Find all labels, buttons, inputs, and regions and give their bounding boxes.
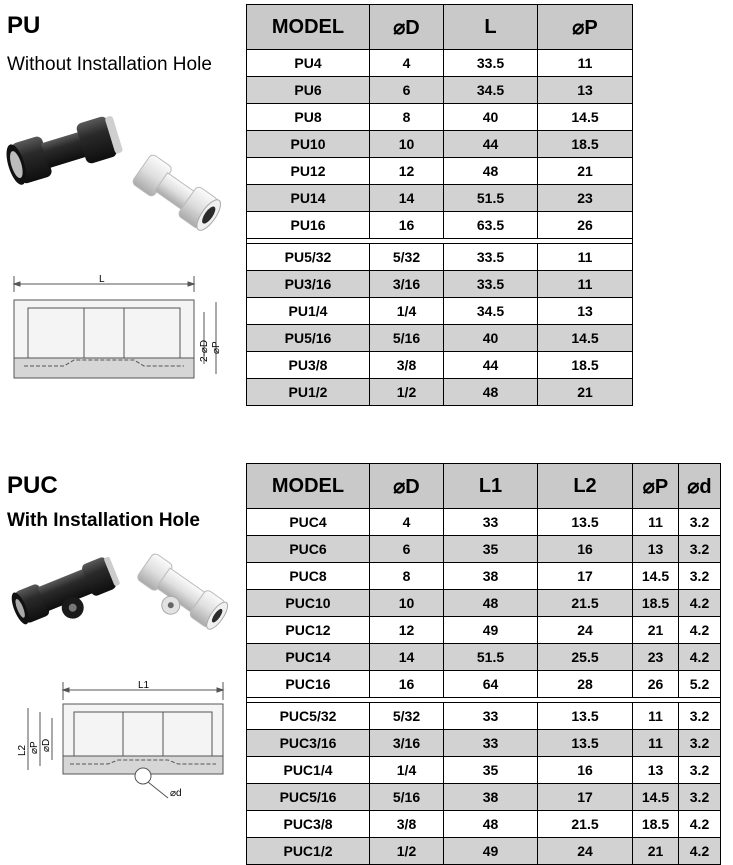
value-cell: 48 [444,158,538,185]
value-cell: 33 [444,509,538,536]
value-cell: 11 [633,730,679,757]
value-cell: 5/16 [370,784,444,811]
table-row [247,757,721,784]
table-row [247,811,721,838]
value-cell: 3/8 [370,811,444,838]
value-cell: 48 [444,811,538,838]
value-cell: 13.5 [538,509,633,536]
value-cell: 8 [370,104,444,131]
model-cell: PU5/32 [247,244,370,271]
value-cell: 11 [633,509,679,536]
value-cell: 11 [538,50,633,77]
value-cell: 3/8 [370,352,444,379]
value-cell: 1/4 [370,298,444,325]
value-cell: 5/32 [370,244,444,271]
value-cell: 21 [633,617,679,644]
value-cell: 34.5 [444,77,538,104]
value-cell: 23 [538,185,633,212]
value-cell: 34.5 [444,298,538,325]
model-cell: PU10 [247,131,370,158]
puc-header-cell: ⌀D [370,464,444,509]
pu-dim-l: L [99,274,105,285]
value-cell: 3.2 [679,509,721,536]
value-cell: 4.2 [679,644,721,671]
value-cell: 63.5 [444,212,538,239]
value-cell: 3.2 [679,563,721,590]
value-cell: 4 [370,50,444,77]
puc-spec-table [246,463,721,865]
value-cell: 12 [370,617,444,644]
puc-title: PUC [7,472,58,499]
value-cell: 51.5 [444,644,538,671]
pu-title: PU [7,12,41,39]
value-cell: 35 [444,536,538,563]
puc-dim-d-big: ⌀D [41,738,52,752]
value-cell: 33.5 [444,50,538,77]
value-cell: 3.2 [679,730,721,757]
value-cell: 6 [370,536,444,563]
value-cell: 3.2 [679,784,721,811]
pu-header-cell: ⌀P [538,5,633,50]
value-cell: 4.2 [679,811,721,838]
value-cell: 49 [444,838,538,865]
value-cell: 11 [538,271,633,298]
value-cell: 18.5 [633,590,679,617]
table-row [247,185,633,212]
value-cell: 14 [370,185,444,212]
value-cell: 10 [370,590,444,617]
table-row [247,212,633,239]
value-cell: 3.2 [679,757,721,784]
value-cell: 23 [633,644,679,671]
table-row [247,536,721,563]
value-cell: 26 [538,212,633,239]
puc-header-cell: ⌀d [679,464,721,509]
model-cell: PU5/16 [247,325,370,352]
value-cell: 21.5 [538,590,633,617]
model-cell: PU12 [247,158,370,185]
table-row [247,352,633,379]
value-cell: 18.5 [633,811,679,838]
value-cell: 4.2 [679,590,721,617]
model-cell: PUC4 [247,509,370,536]
value-cell: 13 [633,536,679,563]
value-cell: 3.2 [679,703,721,730]
table-row [247,271,633,298]
model-cell: PUC12 [247,617,370,644]
puc-dim-l2: L2 [17,744,28,756]
model-cell: PUC3/16 [247,730,370,757]
puc-header-cell: L2 [538,464,633,509]
model-cell: PU14 [247,185,370,212]
model-cell: PU8 [247,104,370,131]
value-cell: 16 [370,671,444,698]
pu-spec-table [246,4,633,406]
value-cell: 4 [370,509,444,536]
puc-dim-p: ⌀P [29,741,40,754]
model-cell: PU3/8 [247,352,370,379]
table-row [247,325,633,352]
value-cell: 44 [444,131,538,158]
table-row [247,244,633,271]
pu-header-cell: MODEL [247,5,370,50]
table-row [247,158,633,185]
puc-technical-drawing [8,672,248,822]
table-row [247,703,721,730]
model-cell: PUC3/8 [247,811,370,838]
value-cell: 48 [444,590,538,617]
value-cell: 13 [633,757,679,784]
model-cell: PUC10 [247,590,370,617]
table-row [247,509,721,536]
value-cell: 28 [538,671,633,698]
value-cell: 11 [633,703,679,730]
pu-subtitle: Without Installation Hole [7,54,212,75]
table-row [247,379,633,406]
value-cell: 4.2 [679,838,721,865]
value-cell: 11 [538,244,633,271]
value-cell: 13 [538,298,633,325]
table-row [247,563,721,590]
black-fitting-with-hole [8,554,126,638]
pu-dim-d: 2-⌀D [199,339,210,362]
value-cell: 16 [538,757,633,784]
model-cell: PUC16 [247,671,370,698]
value-cell: 21 [633,838,679,865]
value-cell: 1/2 [370,379,444,406]
table-row [247,644,721,671]
value-cell: 33.5 [444,271,538,298]
model-cell: PUC1/4 [247,757,370,784]
value-cell: 14 [370,644,444,671]
value-cell: 44 [444,352,538,379]
table-row [247,50,633,77]
value-cell: 38 [444,784,538,811]
puc-product-photo [8,538,248,638]
value-cell: 14.5 [538,104,633,131]
value-cell: 5.2 [679,671,721,698]
value-cell: 4.2 [679,617,721,644]
table-row [247,784,721,811]
value-cell: 3/16 [370,271,444,298]
table-row [247,590,721,617]
puc-dim-l1: L1 [138,680,150,691]
value-cell: 38 [444,563,538,590]
value-cell: 49 [444,617,538,644]
value-cell: 25.5 [538,644,633,671]
value-cell: 33 [444,703,538,730]
value-cell: 14.5 [633,563,679,590]
value-cell: 8 [370,563,444,590]
value-cell: 13 [538,77,633,104]
value-cell: 24 [538,838,633,865]
value-cell: 35 [444,757,538,784]
value-cell: 17 [538,563,633,590]
value-cell: 48 [444,379,538,406]
value-cell: 1/4 [370,757,444,784]
table-row [247,838,721,865]
table-row [247,298,633,325]
value-cell: 21.5 [538,811,633,838]
model-cell: PUC6 [247,536,370,563]
model-cell: PUC5/32 [247,703,370,730]
value-cell: 6 [370,77,444,104]
white-fitting-with-hole [130,552,232,638]
value-cell: 21 [538,379,633,406]
table-row [247,671,721,698]
pu-technical-drawing [4,262,244,402]
value-cell: 18.5 [538,131,633,158]
model-cell: PU6 [247,77,370,104]
value-cell: 40 [444,325,538,352]
value-cell: 51.5 [444,185,538,212]
model-cell: PUC8 [247,563,370,590]
model-cell: PU3/16 [247,271,370,298]
value-cell: 21 [538,158,633,185]
table-row [247,617,721,644]
value-cell: 12 [370,158,444,185]
model-cell: PUC14 [247,644,370,671]
model-cell: PU1/4 [247,298,370,325]
value-cell: 16 [538,536,633,563]
value-cell: 18.5 [538,352,633,379]
value-cell: 3.2 [679,536,721,563]
value-cell: 17 [538,784,633,811]
value-cell: 26 [633,671,679,698]
table-row [247,77,633,104]
puc-header-cell: L1 [444,464,538,509]
puc-header-cell: MODEL [247,464,370,509]
puc-dim-d-small: ⌀d [170,788,182,799]
pu-product-photo [4,88,244,248]
model-cell: PU16 [247,212,370,239]
model-cell: PU4 [247,50,370,77]
value-cell: 1/2 [370,838,444,865]
table-row [247,131,633,158]
value-cell: 13.5 [538,730,633,757]
value-cell: 13.5 [538,703,633,730]
value-cell: 5/32 [370,703,444,730]
model-cell: PUC5/16 [247,784,370,811]
value-cell: 33.5 [444,244,538,271]
puc-subtitle: With Installation Hole [7,510,200,531]
puc-header-cell: ⌀P [633,464,679,509]
value-cell: 33 [444,730,538,757]
value-cell: 14.5 [538,325,633,352]
value-cell: 64 [444,671,538,698]
white-fitting [131,153,225,234]
model-cell: PUC1/2 [247,838,370,865]
pu-header-cell: L [444,5,538,50]
value-cell: 24 [538,617,633,644]
value-cell: 16 [370,212,444,239]
table-row [247,730,721,757]
table-row [247,104,633,131]
value-cell: 10 [370,131,444,158]
model-cell: PU1/2 [247,379,370,406]
value-cell: 3/16 [370,730,444,757]
pu-dim-p: ⌀P [211,341,222,354]
pu-header-cell: ⌀D [370,5,444,50]
value-cell: 14.5 [633,784,679,811]
value-cell: 40 [444,104,538,131]
black-fitting [4,114,124,187]
value-cell: 5/16 [370,325,444,352]
